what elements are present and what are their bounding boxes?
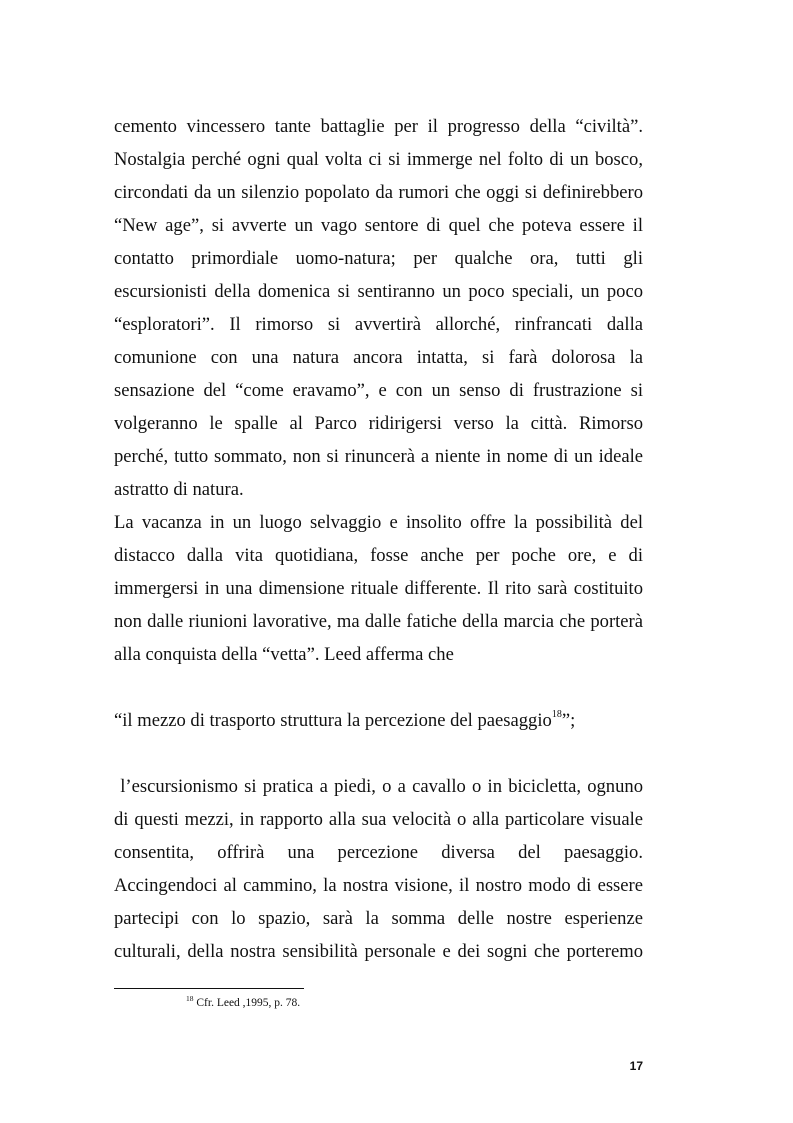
text-line: consentita, offrirà una percezione diversa del paesaggio. <box>114 842 643 863</box>
text-line: Accingendoci al cammino, la nostra visione, il nostro modo di essere <box>114 875 643 896</box>
text-line: immergersi in una dimensione rituale differente. Il rito sarà costituito <box>114 578 643 599</box>
text-line: culturali, della nostra sensibilità personale e dei sogni che porteremo <box>114 941 643 962</box>
footnote <box>186 995 300 1011</box>
paragraph-escursionismo <box>114 770 643 968</box>
text-line: alla conquista della “vetta”. Leed afferma che <box>114 644 454 665</box>
text-line: sensazione del “come eravamo”, e con un senso di frustrazione si <box>114 380 643 401</box>
text-line: Nostalgia perché ogni qual volta ci si immerge nel folto di un bosco, <box>114 149 643 170</box>
text-line: escursionisti della domenica si sentiranno un poco speciali, un poco <box>114 281 643 302</box>
text-line: perché, tutto sommato, non si rinuncerà a niente in nome di un ideale <box>114 446 643 467</box>
text-line: comunione con una natura ancora intatta, si farà dolorosa la <box>114 347 643 368</box>
footnote-reference[interactable]: 18 <box>551 708 562 720</box>
text-line: “esploratori”. Il rimorso si avvertirà allorché, rinfrancati dalla <box>114 314 643 335</box>
footnote-number: 18 <box>186 994 194 1004</box>
text-line: circondati da un silenzio popolato da rumori che oggi si definirebbero <box>114 182 643 203</box>
quote-line <box>114 704 643 737</box>
paragraph-nostalgia <box>114 110 643 506</box>
text-line: distacco dalla vita quotidiana, fosse anche per poche ore, e di <box>114 545 643 566</box>
text-line: non dalle riunioni lavorative, ma dalle fatiche della marcia che porterà <box>114 611 643 632</box>
text-line: di questi mezzi, in rapporto alla sua velocità o alla particolare visuale <box>114 809 643 830</box>
text-line: contatto primordiale uomo-natura; per qualche ora, tutti gli <box>114 248 643 269</box>
footnote-text: Cfr. Leed ,1995, p. 78. <box>193 997 301 1009</box>
paragraph-vacanza <box>114 506 643 671</box>
text-line: volgeranno le spalle al Parco ridirigersi verso la città. Rimorso <box>114 413 643 434</box>
text-line: “New age”, si avverte un vago sentore di quel che poteva essere il <box>114 215 643 236</box>
quote-text: “il mezzo di trasporto struttura la percezione del paesaggio <box>114 710 552 731</box>
footnote-separator <box>114 988 304 989</box>
text-line: La vacanza in un luogo selvaggio e insolito offre la possibilità del <box>114 512 643 533</box>
text-line: cemento vincessero tante battaglie per il progresso della “civiltà”. <box>114 116 643 137</box>
page-number: 17 <box>629 1059 643 1073</box>
quote-closing: ”; <box>561 710 576 731</box>
block-quote <box>114 704 643 737</box>
text-line: astratto di natura. <box>114 479 244 500</box>
text-line: l’escursionismo si pratica a piedi, o a cavallo o in bicicletta, ognuno <box>114 776 643 797</box>
text-line: partecipi con lo spazio, sarà la somma delle nostre esperienze <box>114 908 643 929</box>
